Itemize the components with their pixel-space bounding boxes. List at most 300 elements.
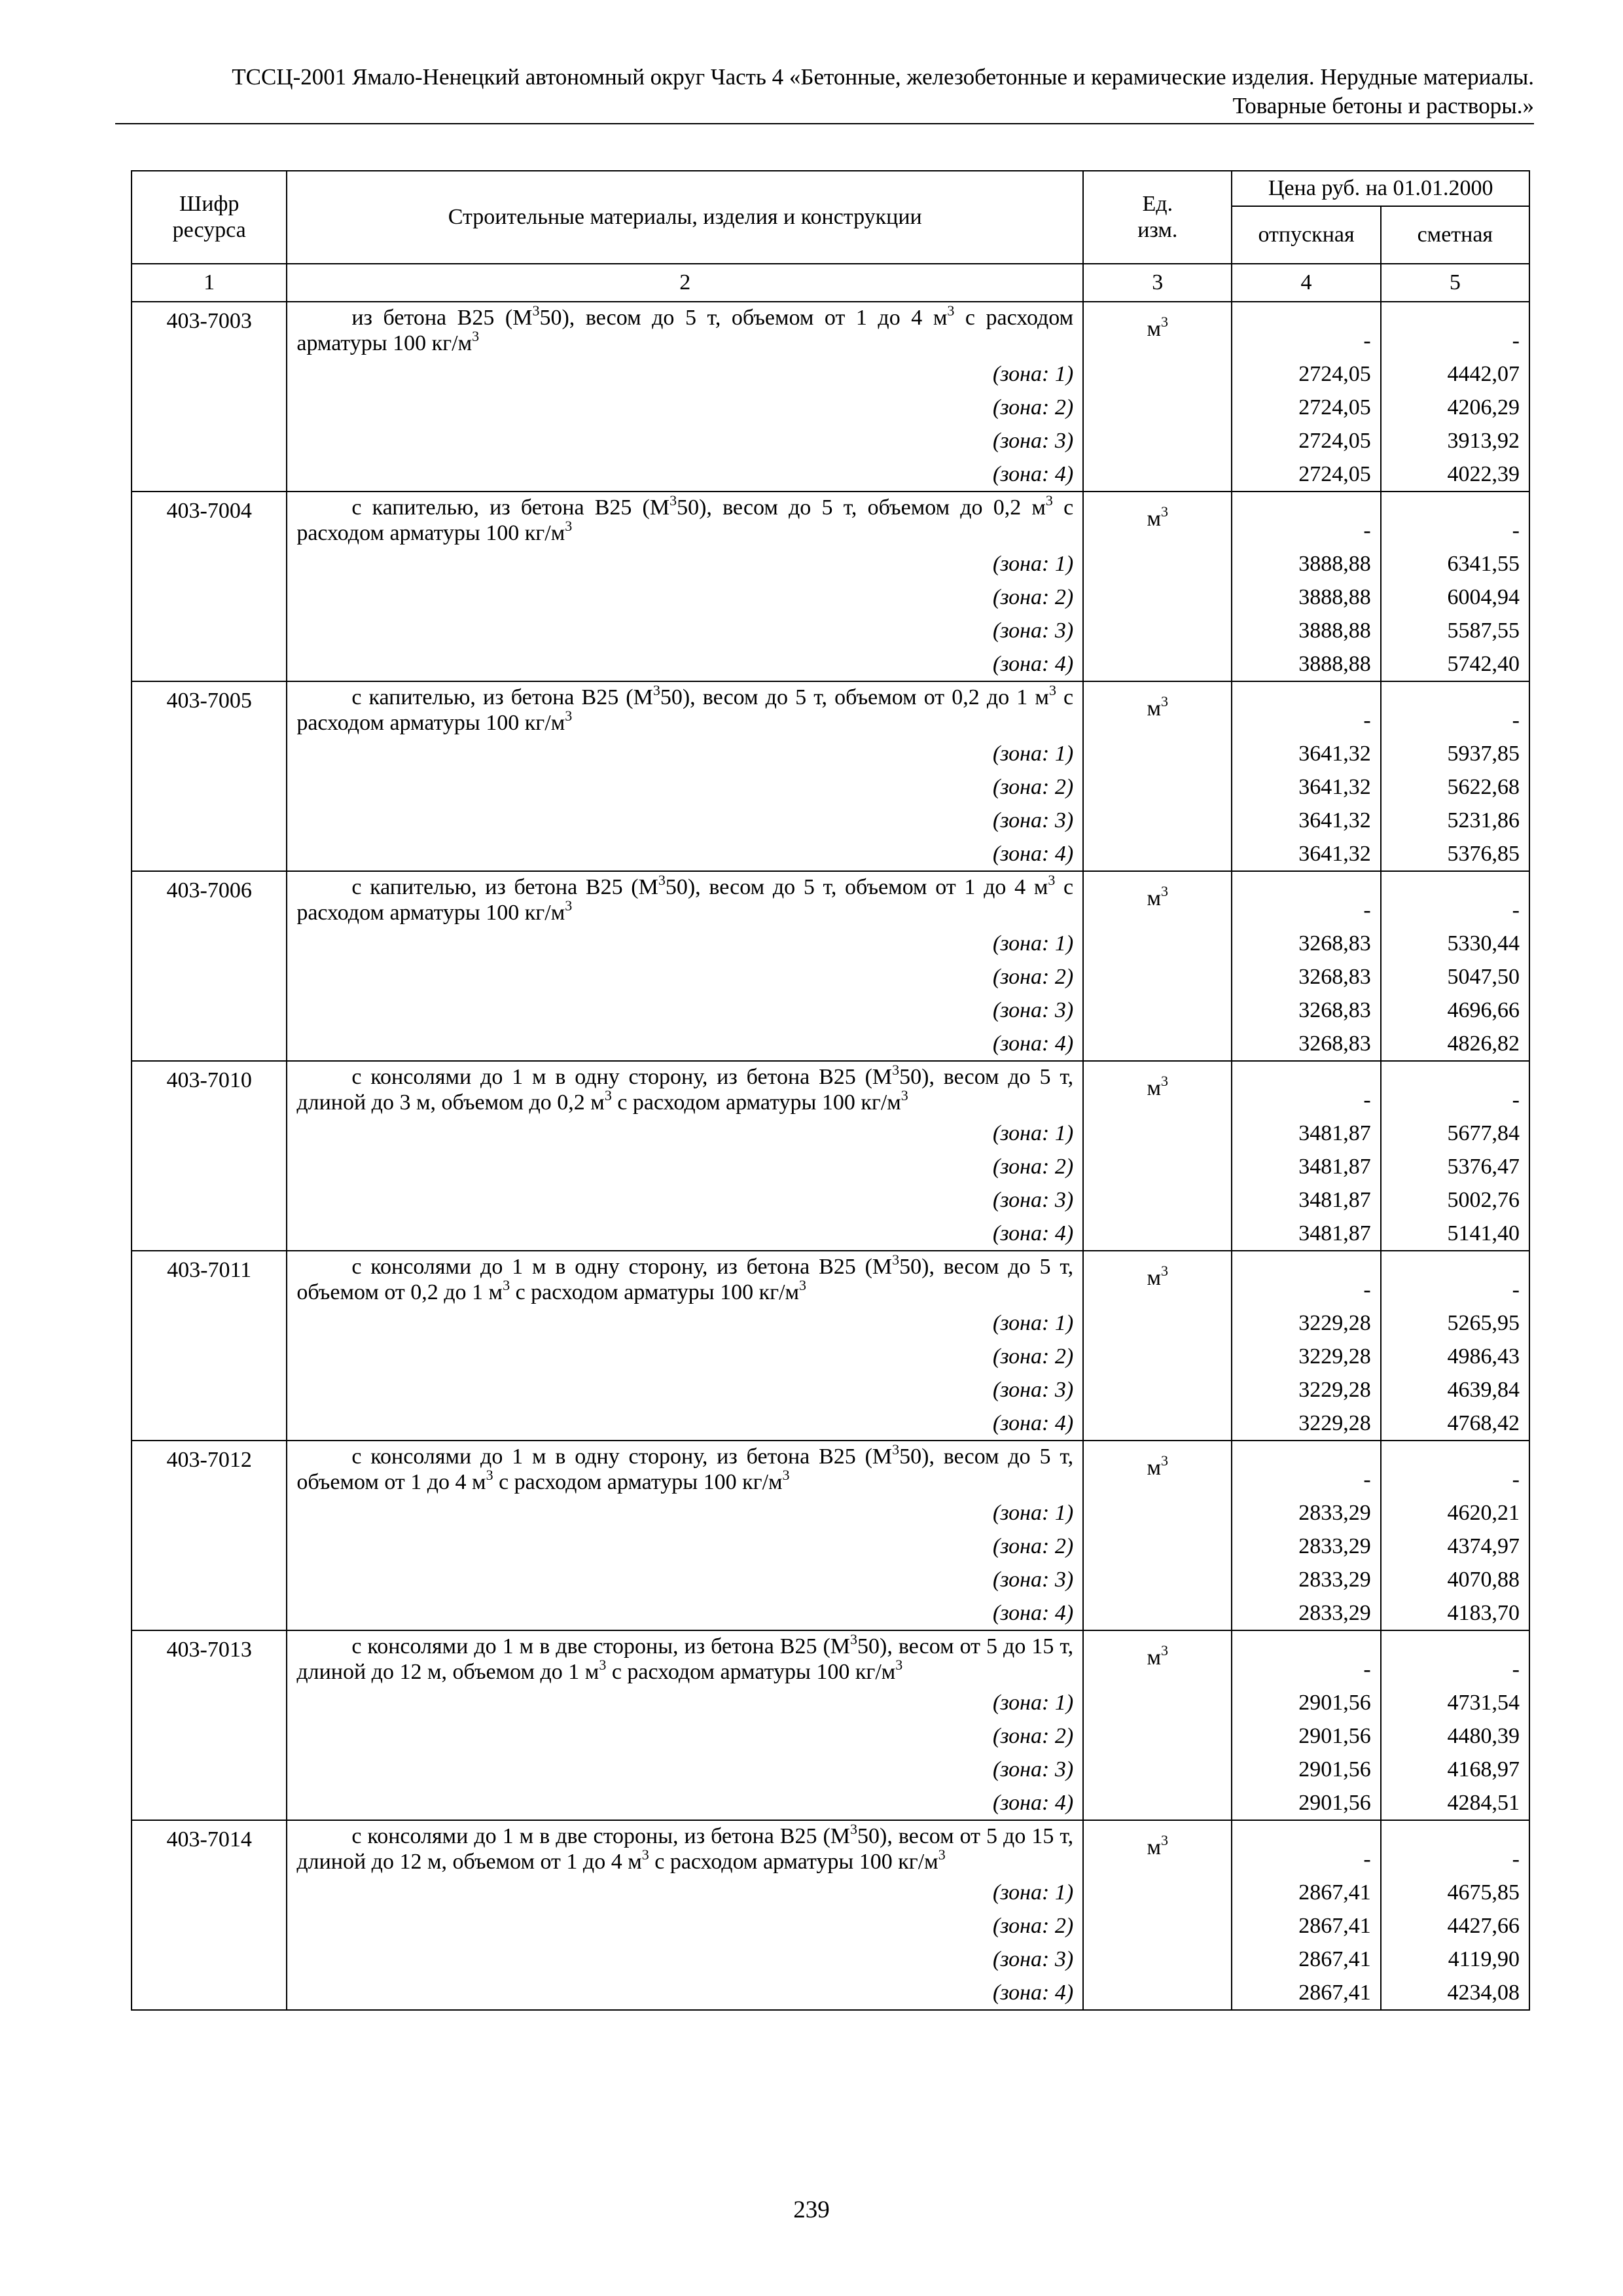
release-price-dash: - bbox=[1232, 871, 1380, 927]
release-price: 3481,87 bbox=[1232, 1117, 1380, 1150]
empty-cell bbox=[1083, 647, 1232, 681]
release-price: 3229,28 bbox=[1232, 1306, 1380, 1340]
release-price-dash: - bbox=[1232, 1820, 1380, 1876]
estimate-price-dash: - bbox=[1381, 1061, 1529, 1117]
empty-cell bbox=[1083, 804, 1232, 837]
zone-label: (зона: 2) bbox=[287, 1719, 1083, 1753]
text-run: 50), весом до 5 т, объемом от 0,2 до 1 м bbox=[296, 1255, 1074, 1304]
text-run: 50), весом до 5 т, объемом от 1 до 4 м bbox=[296, 1444, 1074, 1494]
estimate-price: 5265,95 bbox=[1381, 1306, 1529, 1340]
zone-label: (зона: 4) bbox=[287, 457, 1083, 492]
empty-cell bbox=[132, 424, 287, 457]
empty-cell bbox=[1083, 614, 1232, 647]
release-price: 3888,88 bbox=[1232, 581, 1380, 614]
empty-cell bbox=[132, 770, 287, 804]
column-number: 5 bbox=[1381, 264, 1529, 302]
table-body bbox=[132, 302, 1529, 2010]
estimate-price-dash: - bbox=[1381, 1251, 1529, 1306]
release-price: 3641,32 bbox=[1232, 804, 1380, 837]
estimate-price: 4234,08 bbox=[1381, 1976, 1529, 2010]
unit-cell bbox=[1083, 1061, 1232, 1117]
text-run: 50), весом до 5 т, объемом до 0,2 м bbox=[677, 495, 1046, 520]
estimate-price: 5141,40 bbox=[1381, 1217, 1529, 1251]
unit-superscript: 3 bbox=[1161, 1452, 1169, 1469]
material-description bbox=[287, 1251, 1083, 1306]
description-text bbox=[296, 1064, 1073, 1115]
superscript: 3 bbox=[486, 1467, 493, 1483]
material-description bbox=[287, 492, 1083, 547]
release-price: 3229,28 bbox=[1232, 1340, 1380, 1373]
empty-cell bbox=[132, 837, 287, 871]
empty-cell bbox=[1083, 927, 1232, 960]
empty-cell bbox=[1083, 1306, 1232, 1340]
text-run: с расходом арматуры 100 кг/м bbox=[493, 1470, 783, 1494]
text-run: с консолями до 1 м в одну сторону, из бетона В25 (М bbox=[351, 1255, 893, 1279]
zone-label: (зона: 4) bbox=[287, 1027, 1083, 1061]
material-description bbox=[287, 302, 1083, 357]
unit-cell bbox=[1083, 1251, 1232, 1306]
unit-cell bbox=[1083, 1820, 1232, 1876]
column-number: 1 bbox=[132, 264, 287, 302]
empty-cell bbox=[1083, 457, 1232, 492]
superscript: 3 bbox=[604, 1087, 612, 1103]
estimate-price: 5376,85 bbox=[1381, 837, 1529, 871]
empty-cell bbox=[1083, 1596, 1232, 1630]
empty-cell bbox=[1083, 1407, 1232, 1441]
zone-row bbox=[132, 1596, 1529, 1630]
zone-label: (зона: 2) bbox=[287, 770, 1083, 804]
empty-cell bbox=[132, 1753, 287, 1786]
zone-row bbox=[132, 770, 1529, 804]
text-run: с капителью, из бетона В25 (М bbox=[351, 685, 653, 709]
description-text bbox=[296, 1823, 1073, 1874]
page-header bbox=[115, 63, 1534, 120]
col-header-release-price: отпускная bbox=[1232, 206, 1380, 264]
zone-row bbox=[132, 1876, 1529, 1909]
table-row bbox=[132, 1061, 1529, 1117]
empty-cell bbox=[132, 1407, 287, 1441]
superscript: 3 bbox=[799, 1277, 807, 1293]
zone-label: (зона: 1) bbox=[287, 547, 1083, 581]
empty-cell bbox=[132, 1563, 287, 1596]
column-number: 2 bbox=[287, 264, 1083, 302]
estimate-price: 4768,42 bbox=[1381, 1407, 1529, 1441]
estimate-price: 5587,55 bbox=[1381, 614, 1529, 647]
unit-base: м bbox=[1147, 507, 1162, 531]
zone-label: (зона: 4) bbox=[287, 647, 1083, 681]
empty-cell bbox=[132, 1719, 287, 1753]
superscript: 3 bbox=[1048, 872, 1056, 888]
empty-cell bbox=[132, 1530, 287, 1563]
empty-cell bbox=[132, 1306, 287, 1340]
estimate-price: 4986,43 bbox=[1381, 1340, 1529, 1373]
col-header-name: Строительные материалы, изделия и конструкции bbox=[287, 171, 1083, 264]
release-price: 2833,29 bbox=[1232, 1563, 1380, 1596]
material-description bbox=[287, 1441, 1083, 1496]
release-price: 2833,29 bbox=[1232, 1530, 1380, 1563]
empty-cell bbox=[132, 1183, 287, 1217]
estimate-price: 5937,85 bbox=[1381, 737, 1529, 770]
empty-cell bbox=[1083, 1150, 1232, 1183]
empty-cell bbox=[1083, 1786, 1232, 1820]
zone-label: (зона: 4) bbox=[287, 837, 1083, 871]
estimate-price-dash: - bbox=[1381, 681, 1529, 737]
zone-row bbox=[132, 1117, 1529, 1150]
empty-cell bbox=[132, 1496, 287, 1530]
unit-superscript: 3 bbox=[1161, 503, 1169, 520]
zone-label: (зона: 3) bbox=[287, 1183, 1083, 1217]
zone-row bbox=[132, 1373, 1529, 1407]
unit-base: м bbox=[1147, 1645, 1162, 1670]
zone-row bbox=[132, 1786, 1529, 1820]
empty-cell bbox=[1083, 1909, 1232, 1943]
zone-row bbox=[132, 1976, 1529, 2010]
unit-base: м bbox=[1147, 1266, 1162, 1290]
estimate-price: 4480,39 bbox=[1381, 1719, 1529, 1753]
resource-code: 403-7006 bbox=[132, 871, 287, 927]
table-row bbox=[132, 1630, 1529, 1686]
release-price: 2724,05 bbox=[1232, 457, 1380, 492]
estimate-price: 4206,29 bbox=[1381, 391, 1529, 424]
release-price: 2901,56 bbox=[1232, 1719, 1380, 1753]
empty-cell bbox=[1083, 1183, 1232, 1217]
text-run: 50), весом до 5 т, объемом от 0,2 до 1 м bbox=[660, 685, 1049, 709]
release-price: 2724,05 bbox=[1232, 391, 1380, 424]
text-run: с расходом арматуры 100 кг/м bbox=[510, 1280, 800, 1304]
estimate-price: 5330,44 bbox=[1381, 927, 1529, 960]
zone-row bbox=[132, 1753, 1529, 1786]
release-price: 3268,83 bbox=[1232, 994, 1380, 1027]
estimate-price: 4731,54 bbox=[1381, 1686, 1529, 1719]
text-run: с расходом арматуры 100 кг/м bbox=[606, 1660, 896, 1684]
text-run: с капителью, из бетона В25 (М bbox=[351, 875, 658, 899]
description-text bbox=[296, 492, 1074, 546]
empty-cell bbox=[132, 1786, 287, 1820]
empty-cell bbox=[1083, 1563, 1232, 1596]
text-run: из бетона В25 (М bbox=[351, 306, 533, 330]
header-line-2: Товарные бетоны и растворы.» bbox=[1232, 93, 1534, 118]
zone-row bbox=[132, 547, 1529, 581]
text-run: 50), весом до 5 т, объемом от 1 до 4 м bbox=[539, 306, 948, 330]
unit-base: м bbox=[1147, 1835, 1162, 1859]
zone-row bbox=[132, 614, 1529, 647]
zone-row bbox=[132, 581, 1529, 614]
unit-superscript: 3 bbox=[1161, 1832, 1169, 1848]
superscript: 3 bbox=[892, 1441, 900, 1458]
zone-row bbox=[132, 737, 1529, 770]
estimate-price: 4639,84 bbox=[1381, 1373, 1529, 1407]
zone-row bbox=[132, 1719, 1529, 1753]
empty-cell bbox=[1083, 1876, 1232, 1909]
empty-cell bbox=[132, 1943, 287, 1976]
zone-row bbox=[132, 1563, 1529, 1596]
price-table bbox=[131, 170, 1530, 2011]
unit-superscript: 3 bbox=[1161, 1642, 1169, 1659]
unit-cell bbox=[1083, 871, 1232, 927]
empty-cell bbox=[1083, 770, 1232, 804]
release-price: 2867,41 bbox=[1232, 1909, 1380, 1943]
description-text bbox=[296, 1251, 1074, 1305]
unit-superscript: 3 bbox=[1161, 1263, 1169, 1279]
resource-code: 403-7011 bbox=[132, 1251, 287, 1306]
unit-cell bbox=[1083, 681, 1232, 737]
release-price: 2833,29 bbox=[1232, 1596, 1380, 1630]
empty-cell bbox=[132, 1217, 287, 1251]
zone-row bbox=[132, 1217, 1529, 1251]
table-row bbox=[132, 1251, 1529, 1306]
estimate-price: 6004,94 bbox=[1381, 581, 1529, 614]
resource-code: 403-7010 bbox=[132, 1061, 287, 1117]
release-price: 2901,56 bbox=[1232, 1786, 1380, 1820]
material-description bbox=[287, 681, 1083, 737]
zone-row bbox=[132, 1306, 1529, 1340]
release-price: 3481,87 bbox=[1232, 1183, 1380, 1217]
zone-row bbox=[132, 647, 1529, 681]
empty-cell bbox=[132, 1976, 287, 2010]
estimate-price: 4696,66 bbox=[1381, 994, 1529, 1027]
estimate-price: 4022,39 bbox=[1381, 457, 1529, 492]
zone-label: (зона: 4) bbox=[287, 1976, 1083, 2010]
empty-cell bbox=[1083, 1117, 1232, 1150]
description-text bbox=[296, 874, 1073, 925]
release-price: 3888,88 bbox=[1232, 647, 1380, 681]
text-run: с капителью, из бетона В25 (М bbox=[351, 495, 670, 520]
material-description bbox=[287, 1820, 1083, 1876]
release-price: 2833,29 bbox=[1232, 1496, 1380, 1530]
release-price-dash: - bbox=[1232, 302, 1380, 357]
zone-label: (зона: 2) bbox=[287, 1150, 1083, 1183]
empty-cell bbox=[132, 1340, 287, 1373]
table-row bbox=[132, 1820, 1529, 1876]
release-price-dash: - bbox=[1232, 1061, 1380, 1117]
estimate-price: 4442,07 bbox=[1381, 357, 1529, 391]
superscript: 3 bbox=[892, 1251, 900, 1268]
empty-cell bbox=[1083, 1027, 1232, 1061]
text-run: с расходом арматуры 100 кг/м bbox=[649, 1850, 938, 1874]
resource-code: 403-7013 bbox=[132, 1630, 287, 1686]
superscript: 3 bbox=[565, 897, 573, 914]
zone-label: (зона: 2) bbox=[287, 1909, 1083, 1943]
release-price: 2867,41 bbox=[1232, 1876, 1380, 1909]
estimate-price: 5622,68 bbox=[1381, 770, 1529, 804]
superscript: 3 bbox=[782, 1467, 790, 1483]
estimate-price-dash: - bbox=[1381, 1820, 1529, 1876]
release-price: 3888,88 bbox=[1232, 614, 1380, 647]
description-text bbox=[296, 302, 1074, 356]
zone-label: (зона: 3) bbox=[287, 1563, 1083, 1596]
empty-cell bbox=[132, 391, 287, 424]
estimate-price-dash: - bbox=[1381, 1630, 1529, 1686]
superscript: 3 bbox=[892, 1062, 900, 1078]
empty-cell bbox=[1083, 1686, 1232, 1719]
empty-cell bbox=[132, 1909, 287, 1943]
release-price: 3641,32 bbox=[1232, 837, 1380, 871]
unit-superscript: 3 bbox=[1161, 693, 1169, 709]
zone-label: (зона: 1) bbox=[287, 927, 1083, 960]
material-description bbox=[287, 871, 1083, 927]
empty-cell bbox=[1083, 737, 1232, 770]
zone-row bbox=[132, 1340, 1529, 1373]
estimate-price: 4620,21 bbox=[1381, 1496, 1529, 1530]
empty-cell bbox=[1083, 1340, 1232, 1373]
superscript: 3 bbox=[850, 1821, 858, 1837]
zone-label: (зона: 3) bbox=[287, 1943, 1083, 1976]
estimate-price: 3913,92 bbox=[1381, 424, 1529, 457]
zone-label: (зона: 2) bbox=[287, 960, 1083, 994]
zone-row bbox=[132, 1909, 1529, 1943]
resource-code: 403-7003 bbox=[132, 302, 287, 357]
text-run: с расходом арматуры 100 кг/м bbox=[296, 306, 1074, 355]
column-numbers-row bbox=[132, 264, 1529, 302]
empty-cell bbox=[132, 647, 287, 681]
zone-label: (зона: 4) bbox=[287, 1596, 1083, 1630]
release-price-dash: - bbox=[1232, 1251, 1380, 1306]
empty-cell bbox=[1083, 1373, 1232, 1407]
superscript: 3 bbox=[669, 492, 677, 509]
col-header-estimate-price: сметная bbox=[1381, 206, 1529, 264]
release-price: 3481,87 bbox=[1232, 1150, 1380, 1183]
release-price-dash: - bbox=[1232, 1630, 1380, 1686]
table-row bbox=[132, 871, 1529, 927]
description-text bbox=[296, 682, 1074, 736]
zone-label: (зона: 4) bbox=[287, 1407, 1083, 1441]
empty-cell bbox=[1083, 1753, 1232, 1786]
empty-cell bbox=[1083, 1217, 1232, 1251]
release-price: 3641,32 bbox=[1232, 770, 1380, 804]
text-run: с расходом арматуры 100 кг/м bbox=[296, 685, 1074, 735]
zone-row bbox=[132, 391, 1529, 424]
zone-row bbox=[132, 837, 1529, 871]
estimate-price: 4284,51 bbox=[1381, 1786, 1529, 1820]
estimate-price: 4826,82 bbox=[1381, 1027, 1529, 1061]
empty-cell bbox=[132, 737, 287, 770]
estimate-price: 5742,40 bbox=[1381, 647, 1529, 681]
text-run: с расходом арматуры 100 кг/м bbox=[296, 495, 1074, 545]
superscript: 3 bbox=[599, 1657, 607, 1673]
superscript: 3 bbox=[532, 302, 540, 319]
zone-label: (зона: 4) bbox=[287, 1217, 1083, 1251]
empty-cell bbox=[132, 927, 287, 960]
empty-cell bbox=[1083, 994, 1232, 1027]
empty-cell bbox=[132, 581, 287, 614]
text-run: с консолями до 1 м в две стороны, из бетона В25 (М bbox=[351, 1824, 851, 1848]
empty-cell bbox=[132, 1876, 287, 1909]
superscript: 3 bbox=[947, 302, 955, 319]
zone-row bbox=[132, 1530, 1529, 1563]
release-price: 2901,56 bbox=[1232, 1686, 1380, 1719]
text-run: с консолями до 1 м в две стороны, из бетона В25 (М bbox=[351, 1634, 851, 1659]
unit-base: м bbox=[1147, 317, 1162, 341]
description-text bbox=[296, 1631, 1074, 1685]
estimate-price: 4183,70 bbox=[1381, 1596, 1529, 1630]
release-price-dash: - bbox=[1232, 1441, 1380, 1496]
zone-label: (зона: 3) bbox=[287, 1373, 1083, 1407]
header-rule bbox=[115, 123, 1534, 124]
empty-cell bbox=[1083, 960, 1232, 994]
superscript: 3 bbox=[850, 1631, 858, 1647]
superscript: 3 bbox=[472, 328, 480, 344]
zone-label: (зона: 1) bbox=[287, 737, 1083, 770]
estimate-price: 4119,90 bbox=[1381, 1943, 1529, 1976]
zone-row bbox=[132, 1943, 1529, 1976]
empty-cell bbox=[132, 1373, 287, 1407]
text-run: с консолями до 1 м в одну сторону, из бетона В25 (М bbox=[351, 1444, 893, 1469]
empty-cell bbox=[132, 1027, 287, 1061]
zone-label: (зона: 3) bbox=[287, 614, 1083, 647]
resource-code: 403-7014 bbox=[132, 1820, 287, 1876]
zone-label: (зона: 1) bbox=[287, 357, 1083, 391]
empty-cell bbox=[132, 357, 287, 391]
empty-cell bbox=[1083, 837, 1232, 871]
material-description bbox=[287, 1061, 1083, 1117]
description-text bbox=[296, 1441, 1074, 1495]
empty-cell bbox=[1083, 547, 1232, 581]
zone-label: (зона: 2) bbox=[287, 581, 1083, 614]
estimate-price-dash: - bbox=[1381, 1441, 1529, 1496]
zone-label: (зона: 3) bbox=[287, 1753, 1083, 1786]
text-run: 50), весом до 5 т, объемом от 1 до 4 м bbox=[665, 875, 1048, 899]
empty-cell bbox=[1083, 391, 1232, 424]
zone-row bbox=[132, 927, 1529, 960]
unit-cell bbox=[1083, 302, 1232, 357]
release-price: 3268,83 bbox=[1232, 960, 1380, 994]
zone-row bbox=[132, 357, 1529, 391]
release-price: 2867,41 bbox=[1232, 1943, 1380, 1976]
unit-cell bbox=[1083, 492, 1232, 547]
unit-cell bbox=[1083, 1441, 1232, 1496]
col-header-code: Шифр ресурса bbox=[132, 171, 287, 264]
table-row bbox=[132, 1441, 1529, 1496]
superscript: 3 bbox=[901, 1087, 908, 1103]
table-row bbox=[132, 681, 1529, 737]
release-price: 2724,05 bbox=[1232, 424, 1380, 457]
estimate-price: 4427,66 bbox=[1381, 1909, 1529, 1943]
zone-label: (зона: 1) bbox=[287, 1496, 1083, 1530]
text-run: 50), весом от 5 до 15 т, длиной до 12 м, объемом от 1 до 4 м bbox=[296, 1824, 1074, 1874]
col-header-unit: Ед. изм. bbox=[1083, 171, 1232, 264]
release-price: 3888,88 bbox=[1232, 547, 1380, 581]
empty-cell bbox=[1083, 424, 1232, 457]
estimate-price: 6341,55 bbox=[1381, 547, 1529, 581]
release-price-dash: - bbox=[1232, 681, 1380, 737]
superscript: 3 bbox=[658, 872, 666, 888]
empty-cell bbox=[1083, 1496, 1232, 1530]
release-price: 3641,32 bbox=[1232, 737, 1380, 770]
superscript: 3 bbox=[938, 1846, 946, 1863]
superscript: 3 bbox=[641, 1846, 649, 1863]
unit-base: м bbox=[1147, 886, 1162, 910]
estimate-price: 5376,47 bbox=[1381, 1150, 1529, 1183]
column-number: 3 bbox=[1083, 264, 1232, 302]
zone-row bbox=[132, 960, 1529, 994]
zone-row bbox=[132, 1407, 1529, 1441]
table-row bbox=[132, 302, 1529, 357]
zone-row bbox=[132, 804, 1529, 837]
superscript: 3 bbox=[652, 682, 660, 698]
zone-label: (зона: 2) bbox=[287, 1530, 1083, 1563]
unit-base: м bbox=[1147, 696, 1162, 721]
unit-base: м bbox=[1147, 1456, 1162, 1480]
zone-row bbox=[132, 424, 1529, 457]
zone-label: (зона: 3) bbox=[287, 804, 1083, 837]
estimate-price: 5677,84 bbox=[1381, 1117, 1529, 1150]
superscript: 3 bbox=[1048, 682, 1056, 698]
empty-cell bbox=[1083, 1530, 1232, 1563]
zone-label: (зона: 1) bbox=[287, 1686, 1083, 1719]
empty-cell bbox=[132, 547, 287, 581]
estimate-price: 4168,97 bbox=[1381, 1753, 1529, 1786]
release-price: 3481,87 bbox=[1232, 1217, 1380, 1251]
